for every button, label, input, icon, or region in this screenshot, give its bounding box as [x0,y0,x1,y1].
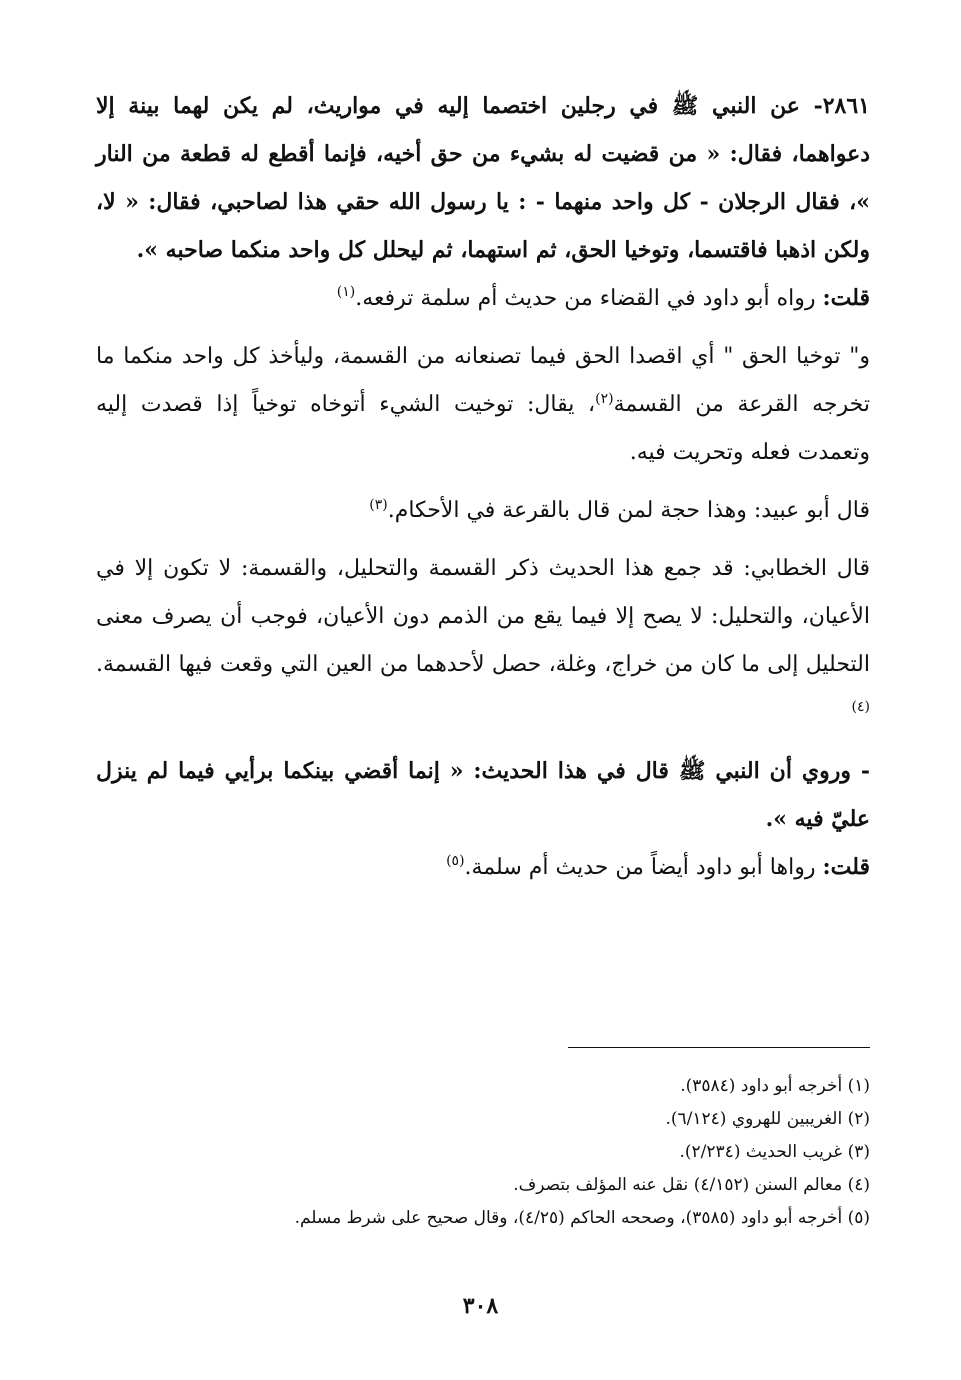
footnote-divider [568,1047,870,1048]
rewaya-paragraph [96,747,870,843]
footnote-2: (٢) الغريبين للهروي (٦/١٢٤). [665,1109,870,1129]
footnote-3: (٣) غريب الحديث (٢/٢٣٤). [679,1142,870,1162]
khattabi-paragraph [96,545,870,737]
footnote-5: (٥) أخرجه أبو داود (٣٥٨٥)، وصححه الحاكم (٤/٢٥)، وقال صحيح على شرط مسلم. [294,1208,870,1228]
footnote-ref-5[interactable]: (٥) [446,853,465,869]
explanation-paragraph [96,333,870,477]
footnote-ref-2[interactable]: (٢) [595,391,614,407]
note-1 [96,274,870,323]
explanation-part-2: ، يقال: توخيت الشيء أتوخاه توخياً إذا قصدت إليه وتعمدت فعله وتحريت فيه. [96,392,870,465]
note-2-lead: قلت: [822,854,870,880]
footnote-ref-1[interactable]: (١) [336,284,356,300]
explanation-part-1: و" توخيا الحق " أي اقصدا الحق فيما تصنعانه من القسمة، وليأخذ كل واحد منكما ما تخرجه القرعة من القسمة [96,344,870,417]
rewaya-text: - وروي أن النبي ﷺ قال في هذا الحديث: « إنما أقضي بينكما برأيي فيما لم ينزل عليّ فيه ». [96,758,870,832]
note-2-text: رواها أبو داود أيضاً من حديث أم سلمة. [464,855,816,880]
hadith-number: ٢٨٦١- [813,93,870,119]
footnotes [96,1070,870,1235]
khattabi-text: قال الخطابي: قد جمع هذا الحديث ذكر القسمة والتحليل، والقسمة: لا تكون إلا في الأعيان، والتحليل: لا يصح إلا فيما يقع من الذمم دون الأعيان، فوجب أن يصرف معنى التحليل إلى ما كان من خراج، وغلة، حصل لأحدهما من العين التي وقعت فيها القسمة. [96,556,870,677]
footnote-4: (٤) معالم السنن (٤/١٥٢) نقل عنه المؤلف بتصرف. [513,1175,870,1195]
note-1-text: رواه أبو داود في القضاء من حديث أم سلمة ترفعه. [355,286,816,311]
footnote-ref-4[interactable]: (٤) [851,699,870,715]
abu-ubaid-text: قال أبو عبيد: وهذا حجة لمن قال بالقرعة في الأحكام. [387,498,870,523]
footnote-ref-3[interactable]: (٣) [369,497,388,513]
footnote-1: (١) أخرجه أبو داود (٣٥٨٤). [680,1076,870,1096]
hadith-2861 [96,82,870,274]
page-number: ٣٠٨ [462,1293,499,1319]
page-body [96,82,870,892]
hadith-text: عن النبي ﷺ في رجلين اختصما إليه في مواريث، لم يكن لهما بينة إلا دعواهما، فقال: « من قضيت له بشيء من حق أخيه، فإنما أقطع له قطعة من النار »، فقال الرجلان - كل واحد منهما - : يا رسول الله حقي هذا لصاحبي، فقال: « لا، ولكن اذهبا فاقتسما، وتوخيا الحق، ثم استهما، ثم ليحلل كل واحد منكما صاحبه ». [96,93,870,263]
note-1-lead: قلت: [822,285,870,311]
note-2 [96,843,870,892]
abu-ubaid-paragraph [96,487,870,535]
